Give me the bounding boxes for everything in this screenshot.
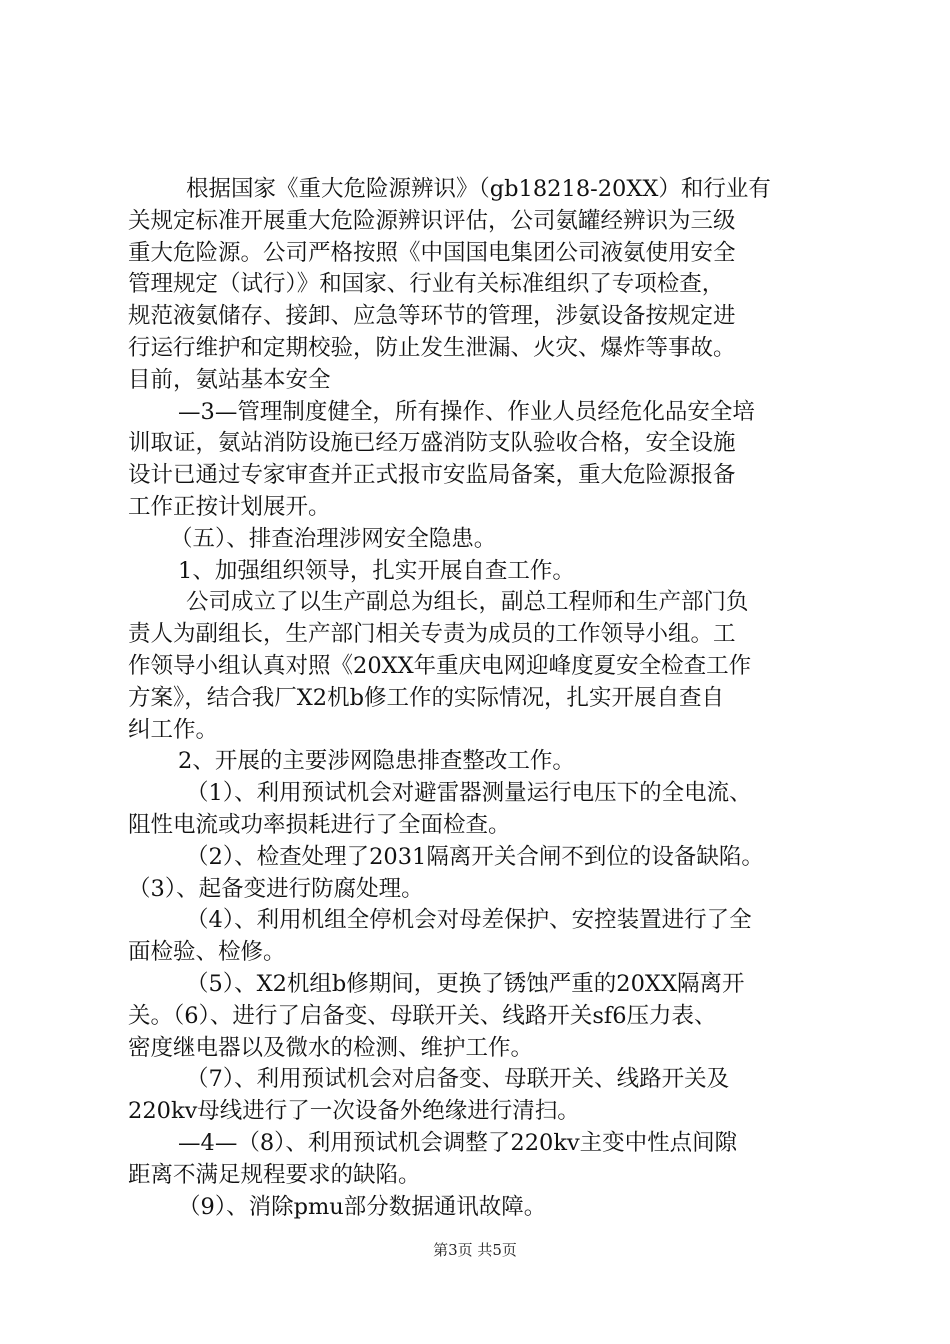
text-line: （2）、检查处理了2031隔离开关合闸不到位的设备缺陷。 <box>186 843 764 870</box>
text-line: —3—管理制度健全，所有操作、作业人员经危化品安全培 <box>178 398 755 425</box>
text-line: 2、开展的主要涉网隐患排查整改工作。 <box>178 748 575 775</box>
text-line: （3）、起备变进行防腐处理。 <box>128 875 424 902</box>
text-line: 阻性电流或功率损耗进行了全面检查。 <box>128 811 511 838</box>
text-line: 公司成立了以生产副总为组长，副总工程师和生产部门负 <box>186 589 749 616</box>
text-line: 责人为副组长，生产部门相关专责为成员的工作领导小组。工 <box>128 621 736 648</box>
text-line: 重大危险源。公司严格按照《中国国电集团公司液氨使用安全 <box>128 239 736 266</box>
text-line: 方案》，结合我厂X2机b修工作的实际情况，扎实开展自查自 <box>128 684 724 711</box>
text-line: 作领导小组认真对照《20XX年重庆电网迎峰度夏安全检查工作 <box>128 652 752 679</box>
text-line: 设计已通过专家审查并正式报市安监局备案，重大危险源报备 <box>128 462 736 489</box>
text-line: 1、加强组织领导，扎实开展自查工作。 <box>178 557 575 584</box>
text-line: 根据国家《重大危险源辨识》（gb18218-20XX）和行业有 <box>186 176 771 202</box>
text-line: 关。（6）、进行了启备变、母联开关、线路开关sf6压力表、 <box>128 1002 717 1029</box>
text-line: 行运行维护和定期校验，防止发生泄漏、火灾、爆炸等事故。 <box>128 334 736 361</box>
text-line: 规范液氨储存、接卸、应急等环节的管理，涉氨设备按规定进 <box>128 303 736 330</box>
text-line: 目前，氨站基本安全 <box>128 366 331 393</box>
text-line: （五）、排查治理涉网安全隐患。 <box>170 525 497 552</box>
text-line: 密度继电器以及微水的检测、维护工作。 <box>128 1034 534 1061</box>
text-line: （9）、消除pmu部分数据通讯故障。 <box>178 1193 547 1220</box>
text-line: 纠工作。 <box>128 716 219 743</box>
text-line: 工作正按计划展开。 <box>128 493 331 520</box>
text-line: 距离不满足规程要求的缺陷。 <box>128 1161 421 1188</box>
text-line: （4）、利用机组全停机会对母差保护、安控装置进行了全 <box>186 907 752 934</box>
text-line: 训取证，氨站消防设施已经万盛消防支队验收合格，安全设施 <box>128 430 736 457</box>
text-line: （7）、利用预试机会对启备变、母联开关、线路开关及 <box>186 1066 730 1093</box>
text-line: 面检验、检修。 <box>128 939 286 966</box>
page-footer: 第3页 共5页 <box>433 1241 517 1259</box>
text-line: —4—（8）、利用预试机会调整了220kv主变中性点间隙 <box>178 1129 738 1156</box>
document-body <box>128 174 838 1223</box>
text-line: （1）、利用预试机会对避雷器测量运行电压下的全电流、 <box>186 780 752 807</box>
text-line: （5）、X2机组b修期间，更换了锈蚀严重的20XX隔离开 <box>186 970 745 997</box>
text-line: 关规定标准开展重大危险源辨识评估，公司氨罐经辨识为三级 <box>128 207 736 234</box>
text-line: 管理规定（试行）》和国家、行业有关标准组织了专项检查， <box>128 271 725 298</box>
text-line: 220kv母线进行了一次设备外绝缘进行清扫。 <box>128 1098 580 1125</box>
